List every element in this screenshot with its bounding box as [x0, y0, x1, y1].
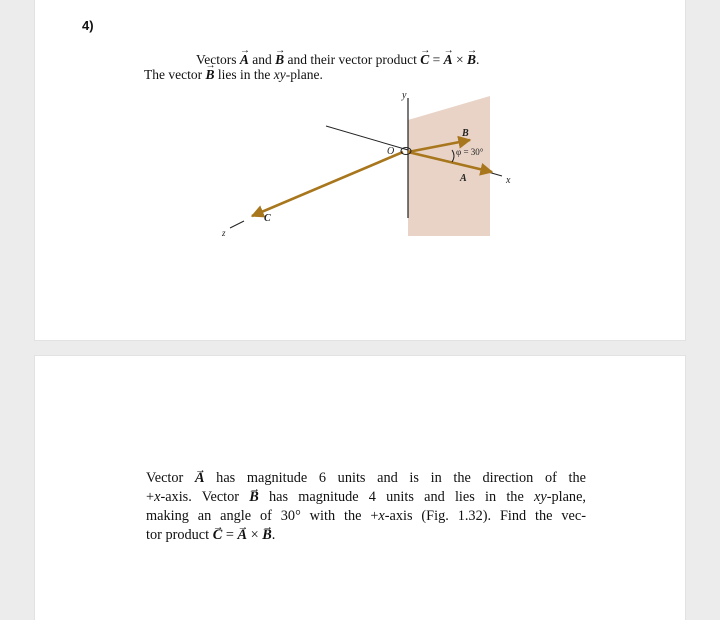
vector-c-label: C [264, 213, 271, 224]
vector-product-figure [130, 88, 550, 248]
figure-caption-line2: The vector → B lies in the xy-plane. [144, 67, 323, 83]
vector-b-symbol: → B [467, 52, 476, 68]
vector-a-symbol: → A [195, 469, 205, 488]
vector-a-symbol: → A [444, 52, 453, 68]
vector-c-arrow [252, 152, 403, 216]
problem-line2: +x-axis. Vector → B has magnitude 4 units and lies in the xy-plane, [146, 488, 586, 507]
vector-a-label: A [460, 173, 467, 184]
vector-c-symbol: → C [213, 526, 223, 545]
problem-statement [146, 469, 586, 545]
origin-label: O [387, 146, 395, 157]
vector-b-label: B [462, 128, 469, 139]
vector-b-symbol: → B [205, 67, 214, 83]
angle-label: φ = 30° [456, 147, 484, 157]
z-axis-line [230, 221, 244, 228]
vector-b-symbol: → B [262, 526, 272, 545]
problem-line4: tor product → C = → A × → B. [146, 526, 586, 545]
problem-line3: making an angle of 30° with the +x-axis (Fig. 1.32). Find the vec- [146, 508, 586, 524]
vector-c-symbol: → C [420, 52, 429, 68]
x-axis-label: x [506, 175, 511, 186]
back-axis-line [326, 126, 408, 150]
xy-plane [408, 96, 490, 236]
figure-caption-line1: Vectors → A and → B and their vector product → C = → A × → B. [196, 52, 479, 68]
vector-b-symbol: → B [275, 52, 284, 68]
y-axis-label: y [402, 90, 407, 101]
z-axis-label: z [222, 228, 226, 238]
vector-a-symbol: → A [240, 52, 249, 68]
vector-a-symbol: → A [237, 526, 247, 545]
problem-line1: Vector → A has magnitude 6 units and is in the direction of the [146, 469, 586, 488]
question-number: 4) [82, 18, 94, 33]
vector-b-symbol: → B [249, 488, 259, 507]
